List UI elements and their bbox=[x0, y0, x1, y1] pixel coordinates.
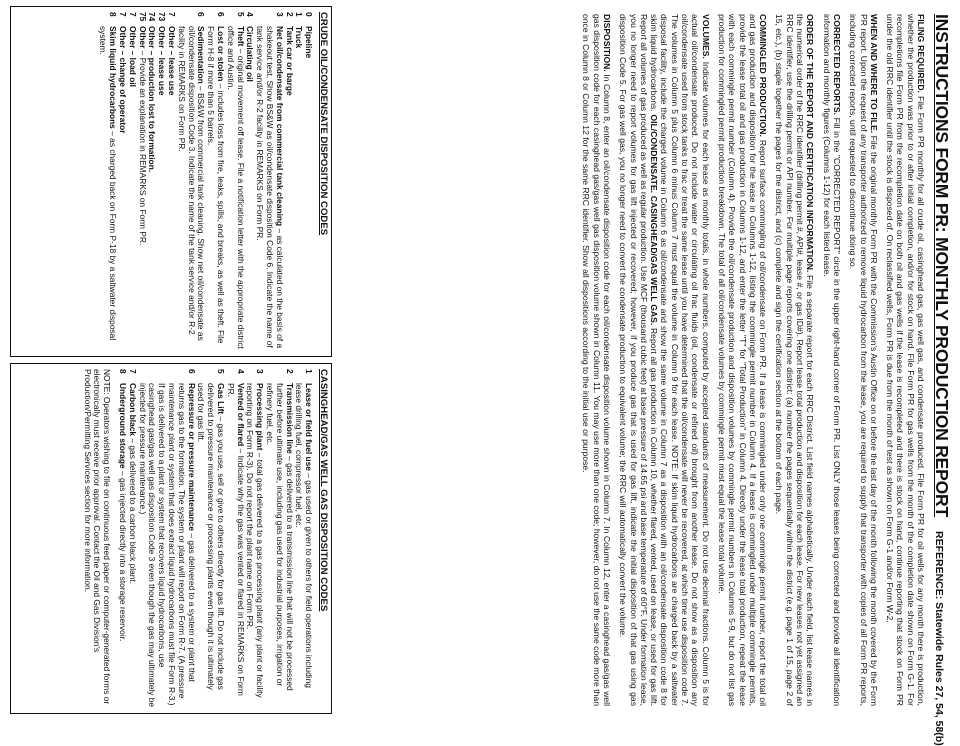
order-label: ORDER OF THE REPORT AND CERTIFICATION INFORMATION. bbox=[805, 14, 816, 273]
code-number: 5 bbox=[235, 12, 246, 17]
code-list-item bbox=[264, 369, 293, 708]
code-text: – gas delivered to a transmission line that will not be processed further before ultimate use, including gas used for industrial purposes, irrigation or refinery fuel, etc. bbox=[265, 383, 295, 691]
code-description bbox=[166, 26, 176, 351]
code-list-item bbox=[117, 12, 127, 351]
corrected-text: Fill in the "CORRECTED REPORT" circle in the upper right-hand corner of Form PR. List ONLY those leases being corrected and provide all identification information and monthly figures (Columns 1-12) for each listed lease. bbox=[821, 14, 842, 706]
code-text: – as calculated on the basis of a shakeout test. Show BS&W as oil/condensate disposition Code 6. Indicate the name of tank service and/or R-2 facility in REMARKS on Form PR. bbox=[255, 26, 285, 349]
code-number: 3 bbox=[274, 12, 285, 17]
code-name: Other – production lost to formation. bbox=[147, 26, 158, 173]
code-text: – gas used or given to others for field operations including lease drilling fuel, compressor fuel, etc. bbox=[294, 383, 315, 688]
code-name: Truck bbox=[294, 26, 305, 49]
code-name: Circulating oil bbox=[245, 26, 256, 82]
code-list-item bbox=[117, 369, 127, 708]
code-list-item bbox=[245, 369, 265, 708]
code-list-item bbox=[284, 12, 294, 351]
code-text: – gas delivered to a carbon black plant. bbox=[127, 438, 138, 585]
order-text: File a separate report for each RRC District. List field names alphabetically. Under each field, list lease names in the numerical order of the RRC identifier (drilling permit #, API#, lease #, or gas ID#). Report lease total production and disposition for each lease. For new leases not yet assigned an RRC identifier, use the drilling permit or API number. For multiple page reports covering one district: (a) number the pages sequentially within the district (e.g. page 1 of 15, page 2 of 15, etc.), (b) staple together the pages for the district, and (c) complete and sign the certification section at the bottom of each page. bbox=[774, 14, 816, 706]
code-list-item bbox=[176, 12, 205, 351]
code-number: 1 bbox=[304, 369, 315, 374]
code-description bbox=[147, 26, 157, 351]
code-name: Vented or flared bbox=[235, 383, 246, 447]
code-list-item bbox=[254, 12, 283, 351]
when-where-paragraph bbox=[848, 14, 879, 706]
commingled-paragraph bbox=[717, 14, 768, 706]
code-number: 75 bbox=[137, 12, 148, 22]
code-description bbox=[127, 383, 137, 708]
gas-volumes-text: Report all gas production in Column 10, whether flared, vented, used on lease, or used for gas lift. Report all volumes of gas produced as well as regular production. Use MCF (thousand cubic feet) at base pressure of 14.65 psi and base temperature of 60°F. Under formation lease, you no longer need to report volumes for gas lift injected or recovered; however, if you produce gas that is used for gas lift, indicate the initial disposition of that gas using gas disposition Code 5. For gas well gas, you no longer need to convert the condensate production to equivalent volume; the RRC will automatically convert the volume. bbox=[618, 14, 660, 706]
gas-codes-box bbox=[10, 363, 332, 714]
code-number: 3 bbox=[255, 369, 266, 374]
code-list-item bbox=[196, 369, 225, 708]
code-number: 73 bbox=[157, 12, 168, 22]
code-description bbox=[294, 383, 314, 708]
gas-codes-heading: CASINGHEAD/GAS WELL GAS DISPOSITION CODES bbox=[318, 369, 329, 612]
code-number: 74 bbox=[147, 12, 158, 22]
code-number: 7 bbox=[127, 12, 138, 17]
note-text: NOTE: Operators wishing to file on continuous feed paper or computer-generated forms or electronically must receive prior approval. Contact the Oil and Gas Division's Production/Permitting Services section for more information. bbox=[82, 369, 113, 705]
code-description bbox=[245, 383, 265, 708]
code-description bbox=[225, 26, 245, 351]
crude-codes-box bbox=[10, 6, 332, 357]
code-number: 4 bbox=[245, 12, 256, 17]
code-text: – gas delivered to a system or plant that returns gas to the formation. The system or plant will report on Form R-7. (A pressure maintenance plant or system that does extract liquid hydrocarbons must file Form R-3.) If gas is delivered to a plant or system that recovers liquid hydrocarbons, use casinghead gas/gas well gas disposition Code 3 even though the gas may ultimately be injected for pressure maintenance.) bbox=[137, 383, 197, 708]
code-description bbox=[303, 26, 313, 351]
code-name: Net oil/condensate from commercial tank cleaning bbox=[274, 26, 285, 227]
code-name: Other – lease use bbox=[157, 26, 168, 96]
code-number: 6 bbox=[196, 12, 207, 17]
code-name: Sedimentation bbox=[196, 26, 207, 84]
code-list-item bbox=[294, 12, 304, 351]
code-number: 8 bbox=[118, 369, 129, 374]
code-name: Processing plant bbox=[255, 383, 266, 451]
code-name: Repressure or pressure maintenance bbox=[186, 383, 197, 532]
code-description bbox=[196, 383, 225, 708]
code-number: 7 bbox=[167, 12, 178, 17]
code-text: – BS&W from commercial tank cleaning. Show net oil/condensate as oil/condensate disposition Code 3. Indicate the name of the tank service and/or R-2 facility in REMARKS on Form PR. bbox=[176, 26, 207, 341]
code-number: 1 bbox=[294, 12, 305, 17]
code-name: Other – load oil bbox=[127, 26, 138, 87]
disposition-paragraph bbox=[581, 14, 612, 706]
code-list-item bbox=[137, 12, 147, 351]
volumes-label: VOLUMES. bbox=[700, 14, 711, 59]
code-number: 6 bbox=[186, 369, 197, 374]
when-where-label: WHEN AND WHERE TO FILE. bbox=[868, 14, 879, 134]
when-where-text: File the original monthly Form PR with the Commission's Austin Office on or before the last day of the month following the month covered by the Form PR report. Upon the request of any transporter authorized to remove liquid hydrocarbon from the lease, you are required to supply that transporter with copies of all Form PR reports, including corrected reports, until requested to discontinue doing so. bbox=[848, 14, 879, 706]
disposition-codes-area bbox=[10, 6, 332, 714]
code-name: Other – lease use bbox=[167, 26, 178, 96]
filing-required-label: FILING REQUIRED. bbox=[916, 14, 926, 93]
code-description bbox=[254, 26, 283, 351]
crude-codes-heading: CRUDE OIL/CONDENSATE DISPOSITION CODES bbox=[318, 12, 329, 236]
code-text: – includes loss from fire, leaks, spills, and breaks, as well as theft. File Form H-8 if more than 5 barrels. bbox=[206, 26, 227, 344]
code-text: – original movement off lease. File a notification letter with the appropriate district office and Austin. bbox=[225, 26, 246, 349]
code-number: 4 bbox=[235, 369, 246, 374]
code-name: Underground storage bbox=[118, 383, 129, 469]
code-name: Tank car or barge bbox=[284, 26, 295, 96]
code-number: 7 bbox=[127, 369, 138, 374]
code-name: Carbon black bbox=[127, 383, 138, 437]
commingled-text: Report surface commingling of oil/condensate on Form PR. If a lease is commingled under only one commingle permit number, report the total oil and gas production and disposition for the lease in Columns 1-12, listing the commingle permit number in Column 4. If a lease is commingled under multiple commingle permits, provide the lease total oil and gas production in Columns 1-12, and enter the letter "T" for "Total Production" in Column 4. Directly under the lease total production, repeat the lease with each commingle permit number (Column 4). Provide the oil/condensate production and disposition volumes by commingle permit numbers in Columns 5-9, but do not list gas production for commingled permit production breakdown. The total of all oil/condensate volumes by commingle permit must equal the lease total volume. bbox=[716, 14, 769, 706]
corrected-paragraph bbox=[821, 14, 842, 706]
reference-text: REFERENCE: Statewide Rules 27, 54, 58(b) bbox=[933, 530, 945, 746]
filing-required-paragraph bbox=[885, 14, 926, 706]
code-list-item bbox=[225, 369, 245, 708]
code-name: Skim liquid hydrocarbons bbox=[108, 26, 119, 129]
code-description bbox=[284, 26, 294, 351]
code-description bbox=[264, 383, 293, 708]
volumes-paragraph bbox=[618, 14, 711, 706]
code-text: – total gas delivered to a gas processing plant (any plant or facility reporting on Form R-3). Do not report the plant name on Form PR. bbox=[245, 383, 266, 698]
corrected-label: CORRECTED REPORTS. bbox=[831, 14, 842, 115]
commingled-label: COMMINGLED PRODUCTION. bbox=[758, 14, 769, 137]
code-text: – gas you use, sell or give to others directly for gas lift. Do not include gas delivered to pressure maintenance or processing plants even though it is ultimately used for gas lift. bbox=[196, 383, 227, 690]
code-name: Gas Lift bbox=[216, 383, 227, 415]
disposition-text: In Column 8, enter an oil/condensate disposition code for each oil/condensate disposition volume shown in Column 7. In Column 12, enter a casinghead gas/gas well gas disposition code for each casinghead gas/gas well gas disposition volume shown in Column 11. You may use more than one code; however, do not use the same code more than once in Column 8 or Column 12 for the same RRC identifier. Show all dispositions according to the initial use or purpose. bbox=[581, 14, 612, 706]
code-list-item bbox=[303, 12, 313, 351]
code-description bbox=[137, 383, 196, 708]
code-description bbox=[137, 26, 147, 351]
code-name: Other bbox=[137, 26, 148, 49]
filing-required-text: File Form PR monthly for all crude oil, casinghead gas, gas well gas, and condensate produced. File Form PR for oil wells for any month there is production, whether the production was prior to or after initial completion, and/or for stock on hand. File Form PR for gas wells from the month of the completion date shown on Form G-1. For recompletions file Form PR from the recompletion date on both oil and gas wells if the lease is recompleted and there is stock on hand, continue reporting that stock on Form PR under the old RRC identifier until the stock is disposed of. On reclassified wells, Form PR is due from the month of test as shown on Form G-1 and/or Form W-2. bbox=[885, 14, 926, 706]
code-description bbox=[117, 26, 127, 351]
code-list-item bbox=[205, 12, 225, 351]
code-list-item bbox=[147, 12, 157, 351]
code-text: – Indicate why the gas was vented or flared in REMARKS on Form PR. bbox=[225, 383, 246, 696]
code-number: 6 bbox=[216, 12, 227, 17]
gas-volumes-label: OIL/CONDENSATE. CASINGHEAD/GAS WELL GAS. bbox=[649, 114, 660, 326]
code-description bbox=[127, 26, 137, 351]
code-text: – Provide an explanation in REMARKS on Form PR. bbox=[137, 50, 148, 246]
order-paragraph bbox=[774, 14, 815, 706]
code-number: 2 bbox=[284, 369, 295, 374]
code-list-item bbox=[137, 369, 196, 708]
code-description bbox=[176, 26, 205, 351]
code-name: Other – change of operator bbox=[118, 26, 129, 134]
code-number: 5 bbox=[216, 369, 227, 374]
gas-codes-list bbox=[117, 369, 313, 708]
title-row bbox=[930, 14, 952, 746]
code-name: Pipeline bbox=[304, 26, 315, 59]
code-number: 7 bbox=[118, 12, 129, 17]
code-description bbox=[225, 383, 245, 708]
code-text: – gas injected directly into a storage reservoir. bbox=[118, 470, 129, 642]
code-description bbox=[156, 26, 166, 351]
code-description bbox=[294, 26, 304, 351]
code-number: 2 bbox=[284, 12, 295, 17]
code-description bbox=[205, 26, 225, 351]
code-number: 0 bbox=[304, 12, 315, 17]
code-list-item bbox=[294, 369, 314, 708]
code-number: 8 bbox=[108, 12, 119, 17]
instructions-body bbox=[342, 14, 926, 706]
code-list-item bbox=[225, 12, 245, 351]
crude-codes-list bbox=[98, 12, 314, 351]
code-list-item bbox=[127, 369, 137, 708]
code-description bbox=[98, 26, 118, 351]
code-list-item bbox=[156, 12, 166, 351]
code-name: Transmission line bbox=[284, 383, 295, 454]
code-name: Lost or stolen bbox=[216, 26, 227, 82]
volumes-text: Indicate volumes for each lease as monthly totals, in whole numbers, computed by accepted standards of measurement. Do not use decimal fractions. Column 5 is for actual oil/condensate produced. Do not include water or circulating oil frac fluids (oil, condensate or refined oil) brought from another lease. Do not show as a disposition any oil/condensate used from stock tanks to frac or treat the same lease until you have determined that the oil/condensate will never be recovered, at which time use disposition code 7. The volumes in Column 5 plus Column 6 minus Column 7 must equal the volume in Column 9 for each lease. NOTE: If skim liquid hydrocarbons are charged back by a saltwater disposal facility, include the charged volume in Column 6 as oil/condensate and show the same volume in Column 7 as a disposition with an oil/condensate disposition code 8 for skim liquid hydrocarbons. bbox=[649, 14, 711, 706]
page-title: INSTRUCTIONS FORM PR: MONTHLY PRODUCTION REPORT bbox=[932, 14, 952, 517]
code-description bbox=[245, 26, 255, 351]
code-list-item bbox=[166, 12, 176, 351]
code-name: Lease or field fuel use bbox=[304, 383, 315, 471]
disposition-label: DISPOSITION. bbox=[601, 14, 612, 72]
code-list-item bbox=[98, 12, 118, 351]
code-text: – as charged back on Form P-18 by a saltwater disposal system. bbox=[98, 26, 119, 341]
code-description bbox=[117, 383, 127, 708]
code-name: Theft bbox=[235, 26, 246, 47]
code-list-item bbox=[245, 12, 255, 351]
code-list-item bbox=[127, 12, 137, 351]
